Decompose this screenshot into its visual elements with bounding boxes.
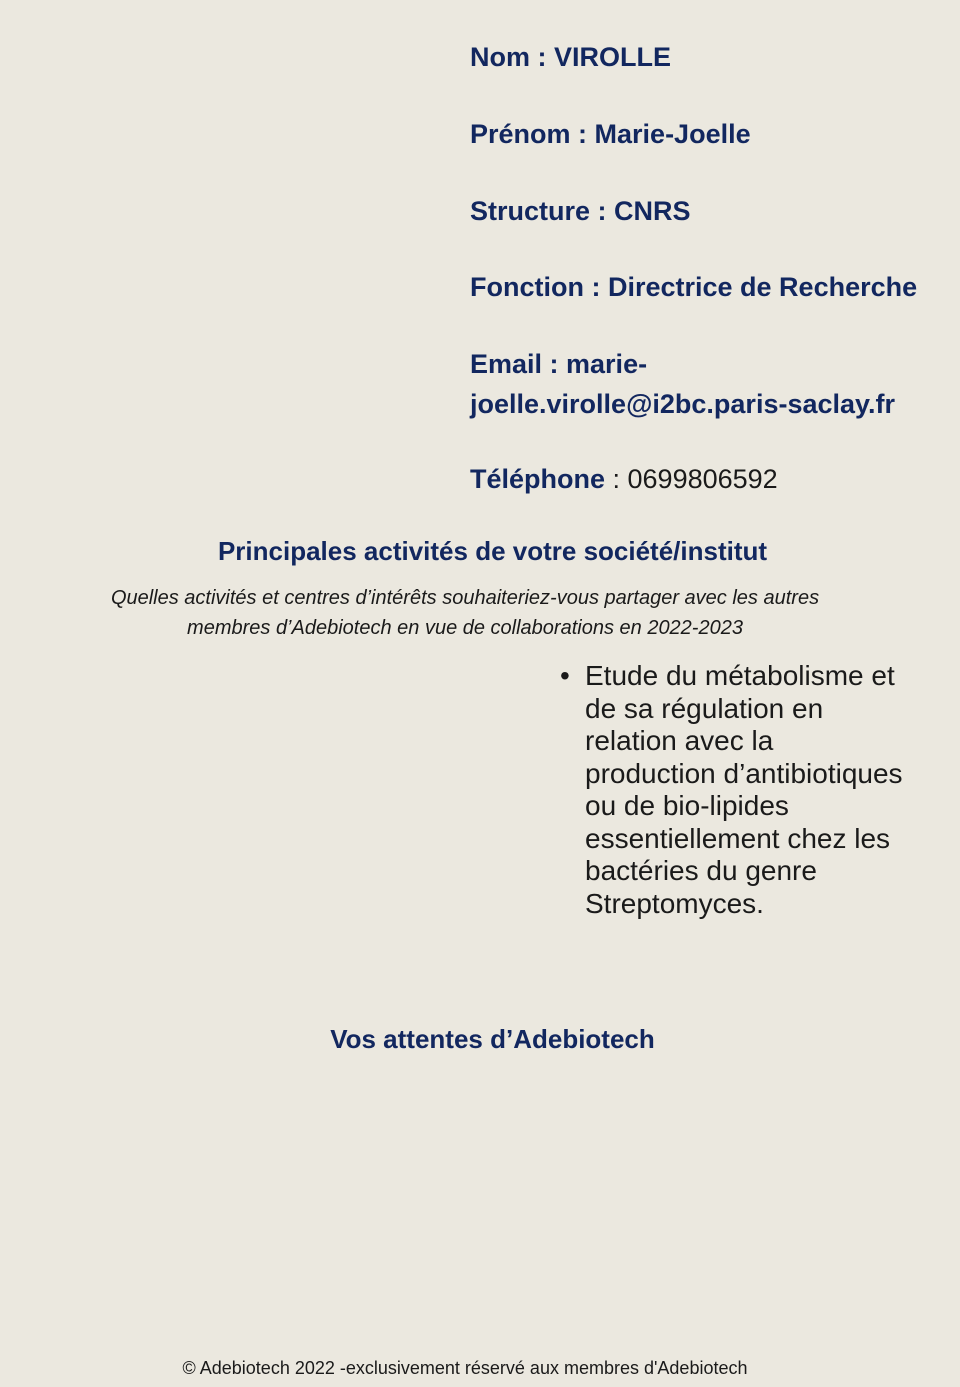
structure-label: Structure : (470, 196, 615, 226)
prenom-value: Marie-Joelle (594, 119, 751, 149)
field-fonction (470, 267, 917, 307)
activities-subtitle-line1: Quelles activités et centres d’intérêts souhaiteriez-vous partager avec les autres (110, 587, 820, 609)
nom-value: VIROLLE (554, 42, 672, 72)
footer-copyright: © Adebiotech 2022 -exclusivement réservé aux membres d'Adebiotech (182, 1358, 748, 1378)
structure-value: CNRS (614, 196, 691, 226)
email-value: marie-joelle.virolle@i2bc.paris-saclay.fr (470, 349, 896, 419)
telephone-label: Téléphone (470, 464, 606, 494)
activities-title: Principales activités de votre société/institut (217, 536, 768, 566)
list-item (560, 660, 910, 920)
expectations-title: Vos attentes d’Adebiotech (330, 1024, 655, 1054)
fonction-value: Directrice de Recherche (607, 272, 918, 302)
field-structure (470, 191, 691, 231)
activities-subtitle-line2: membres d’Adebiotech en vue de collaborations en 2022-2023 (187, 617, 743, 639)
fonction-label: Fonction : (470, 272, 608, 302)
nom-label: Nom : (470, 42, 554, 72)
field-prenom (470, 114, 751, 154)
prenom-label: Prénom : (470, 119, 595, 149)
activities-list (560, 660, 910, 920)
field-email (470, 344, 940, 424)
list-item-text: Etude du métabolisme et de sa régulation en relation avec la production d’antibiotiques ou de bio-lipides essentiellement chez les bactéries du genre Streptomyces. (585, 660, 903, 919)
field-nom (470, 37, 671, 77)
field-telephone (470, 459, 778, 499)
email-label: Email : (470, 349, 567, 379)
bullet-icon: • (560, 660, 570, 691)
telephone-value: : 0699806592 (605, 464, 778, 494)
